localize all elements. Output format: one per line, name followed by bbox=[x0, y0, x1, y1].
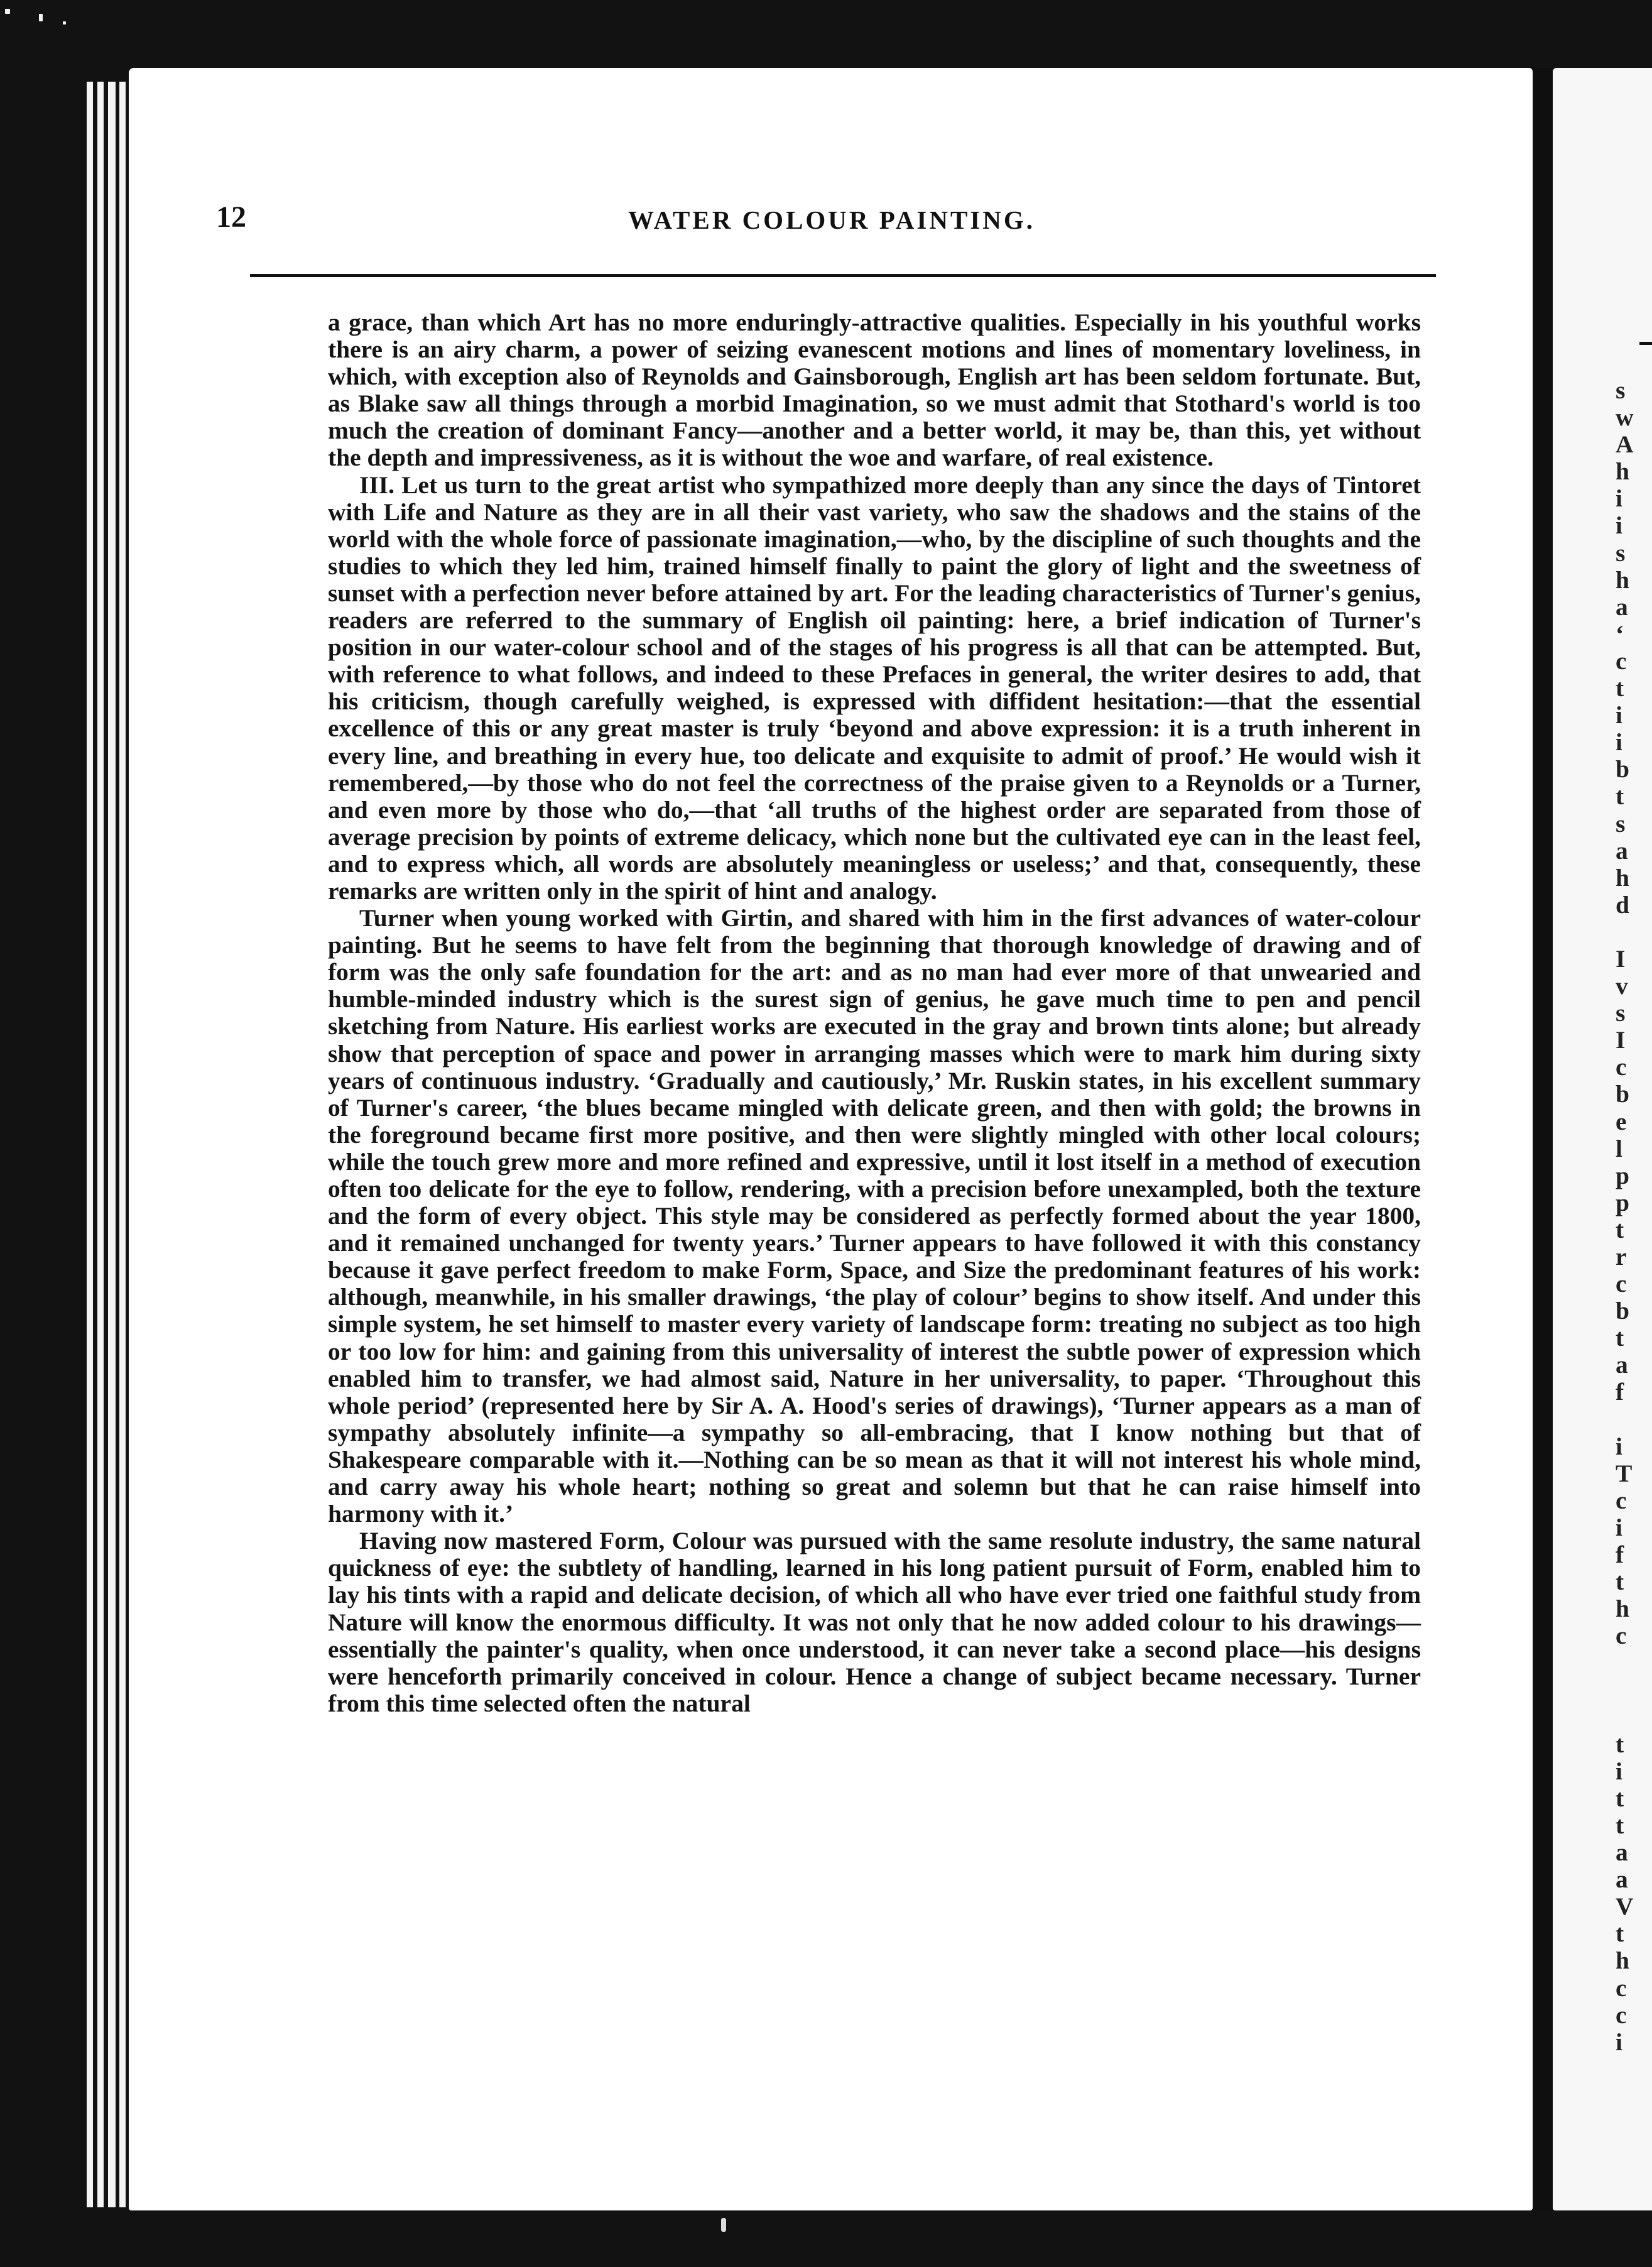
facing-line-fragment: c bbox=[1616, 1053, 1627, 1081]
facing-line-fragment: s bbox=[1616, 809, 1626, 838]
facing-line-fragment: v bbox=[1616, 972, 1628, 1000]
facing-line-fragment: h bbox=[1616, 565, 1629, 594]
facing-line-fragment: h bbox=[1616, 1595, 1629, 1623]
facing-line-fragment: t bbox=[1616, 1215, 1624, 1243]
facing-line-fragment: t bbox=[1616, 1811, 1624, 1839]
facing-line-fragment: l bbox=[1616, 1134, 1622, 1162]
facing-line-fragment: r bbox=[1616, 1243, 1627, 1270]
facing-line-fragment: b bbox=[1616, 755, 1629, 784]
facing-line-fragment: I bbox=[1616, 1026, 1626, 1054]
facing-line-fragment: a bbox=[1616, 1865, 1628, 1894]
facing-line-fragment: c bbox=[1616, 1622, 1627, 1650]
facing-line-fragment: c bbox=[1616, 1270, 1627, 1298]
facing-page-text bbox=[1616, 377, 1652, 2056]
facing-line-fragment: i bbox=[1616, 511, 1622, 540]
facing-line-fragment: V bbox=[1616, 1893, 1634, 1921]
facing-line-fragment: s bbox=[1616, 538, 1626, 567]
scan-mark bbox=[721, 2218, 726, 2232]
facing-line-fragment bbox=[1616, 1649, 1652, 1676]
facing-line-fragment: i bbox=[1616, 2028, 1622, 2056]
facing-line-fragment: p bbox=[1616, 1188, 1629, 1216]
facing-line-fragment: b bbox=[1616, 1297, 1629, 1325]
facing-line-fragment: h bbox=[1616, 863, 1629, 892]
facing-line-fragment: i bbox=[1616, 1432, 1622, 1460]
facing-line-fragment: t bbox=[1616, 1324, 1624, 1352]
facing-line-fragment: a bbox=[1616, 836, 1628, 865]
facing-line-fragment: t bbox=[1616, 1920, 1624, 1948]
scan-speck bbox=[63, 21, 66, 25]
scan-speck bbox=[39, 14, 43, 21]
page-edge bbox=[97, 82, 104, 2207]
facing-line-fragment: a bbox=[1616, 1838, 1628, 1867]
page-edge bbox=[119, 82, 126, 2207]
facing-line-fragment: c bbox=[1616, 2001, 1627, 2029]
paragraph: Turner when young worked with Girtin, and shared with him in the first advances of water-colour painting. But he seems to have felt from the beginning that thorough knowledge of drawing and of form was the only safe foundation for the art: and as no man had ever more of that unwearied and humble-minded industry which is the surest sign of genius, he gave much time to pen and pencil sketching from Nature. His earliest works are executed in the gray and brown tints alone; but already show that perception of space and power in arranging masses which were to mark him during sixty years of continuous industry. ‘Gradually and cautiously,’ Mr. Ruskin states, in his excellent summary of Turner's career, ‘the blues became mingled with delicate green, and then with gold; the browns in the foreground became first more positive, and then were slightly mingled with other local colours; while the touch grew more and more refined and expressive, until it lost itself in a method of execution often too delicate for the eye to follow, rendering, with a precision before unexampled, both the texture and the form of every object. This style may be considered as perfectly formed about the year 1800, and it remained unchanged for twenty years.’ Turner appears to have followed it with this constancy because it gave perfect freedom to make Form, Space, and Size the predominant features of his work: although, meanwhile, in his smaller drawings, ‘the play of colour’ begins to show itself. And under this simple system, he set himself to master every variety of landscape form: treating no subject as too high or too low for him: and gaining from this universality of interest the subtle power of expression which enabled him to transfer, we had almost said, Nature in her universality, to paper. ‘Throughout this whole period’ (represented here by Sir A. A. Hood's series of drawings), ‘Turner appears as a man of sympathy absolutely infinite—a sympathy so all-embracing, that I know nothing but that of Shakespeare comparable with it.—Nothing can be so mean as that it will not interest his whole mind, and carry away his whole heart; nothing so great and solemn but that he can raise himself into harmony with it.’ bbox=[328, 904, 1421, 1528]
facing-line-fragment: i bbox=[1616, 728, 1622, 757]
header-rule bbox=[250, 274, 1436, 277]
gutter-shadow bbox=[1533, 68, 1553, 2210]
facing-line-fragment: t bbox=[1616, 1568, 1624, 1596]
paragraph: Having now mastered Form, Colour was pursued with the same resolute industry, the same natural quickness of eye: the subtlety of handling, learned in his long patient pursuit of Form, enabled him to lay his tints with a rapid and delicate decision, of which all who have ever tried one faithful study from Nature will know the enormous difficulty. It was not only that he now added colour to his drawings—essentially the painter's quality, when once understood, it can never take a second place—his designs were henceforth primarily conceived in colour. Hence a change of subject became necessary. Turner from this time selected often the natural bbox=[328, 1527, 1421, 1717]
facing-line-fragment: ‘ bbox=[1616, 620, 1624, 648]
facing-line-fragment: i bbox=[1616, 1757, 1622, 1785]
facing-line-fragment bbox=[1616, 1677, 1652, 1704]
facing-line-fragment bbox=[1616, 1406, 1652, 1433]
facing-line-fragment: c bbox=[1616, 1486, 1627, 1514]
facing-line-fragment: t bbox=[1616, 1730, 1624, 1758]
facing-line-fragment: e bbox=[1616, 1107, 1627, 1135]
facing-line-fragment: s bbox=[1616, 376, 1626, 404]
facing-line-fragment: T bbox=[1616, 1459, 1633, 1487]
facing-line-fragment: b bbox=[1616, 1080, 1629, 1108]
facing-line-fragment: I bbox=[1616, 944, 1626, 973]
facing-line-fragment: w bbox=[1616, 403, 1634, 432]
page-edge bbox=[87, 82, 93, 2207]
facing-line-fragment: i bbox=[1616, 1513, 1622, 1541]
facing-line-fragment: i bbox=[1616, 701, 1622, 729]
facing-line-fragment: t bbox=[1616, 1784, 1624, 1812]
facing-line-fragment: h bbox=[1616, 1947, 1629, 1975]
facing-line-fragment: d bbox=[1616, 890, 1629, 919]
facing-line-fragment: t bbox=[1616, 674, 1624, 702]
running-head: WATER COLOUR PAINTING. bbox=[628, 205, 1036, 234]
facing-line-fragment: a bbox=[1616, 1351, 1628, 1379]
facing-line-fragment: h bbox=[1616, 457, 1629, 486]
body-text bbox=[328, 309, 1421, 1717]
facing-line-fragment: i bbox=[1616, 484, 1622, 513]
facing-line-fragment: A bbox=[1616, 430, 1634, 459]
facing-line-fragment: p bbox=[1616, 1161, 1629, 1189]
facing-line-fragment: c bbox=[1616, 647, 1627, 675]
facing-line-fragment bbox=[1616, 919, 1652, 946]
facing-line-fragment: s bbox=[1616, 999, 1626, 1027]
facing-page bbox=[1553, 68, 1652, 2210]
paragraph: a grace, than which Art has no more enduringly-attractive qualities. Especially in his youthful works there is an airy charm, a power of seizing evanescent motions and lines of momentary loveliness, in which, with exception also of Reynolds and Gainsborough, English art has been seldom fortunate. But, as Blake saw all things through a morbid Imagination, so we must admit that Stothard's world is too much the creation of dominant Fancy—another and a better world, it may be, than this, yet without the depth and impressiveness, as it is without the woe and warfare, of real existence. bbox=[328, 309, 1421, 472]
facing-line-fragment bbox=[1616, 1704, 1652, 1731]
page-edge bbox=[108, 82, 116, 2207]
facing-line-fragment: a bbox=[1616, 593, 1628, 621]
page-number: 12 bbox=[216, 200, 246, 234]
scan-speck bbox=[5, 9, 10, 14]
facing-line-fragment: c bbox=[1616, 1974, 1627, 2002]
facing-line-fragment: t bbox=[1616, 782, 1624, 811]
facing-header-rule bbox=[1639, 342, 1652, 345]
paragraph: III. Let us turn to the great artist who sympathized more deeply than any since the days of Tintoret with Life and Nature as they are in all their vast variety, who saw the shadows and the stains of the world with the whole force of passionate imagination,—who, by the discipline of such thoughts and the studies to which they led him, trained himself finally to paint the glory of light and the sweetness of sunset with a perfection never before attained by art. For the leading characteristics of Turner's genius, readers are referred to the summary of English oil painting: here, a brief indication of Turner's position in our water-colour school and of the stages of his progress is all that can be attempted. But, with reference to what follows, and indeed to these Prefaces in general, the writer desires to add, that his criticism, though carefully weighed, is expressed with diffident hesitation:—that the essential excellence of this or any great master is truly ‘beyond and above expression: it is a truth inherent in every line, and breathing in every hue, too delicate and exquisite to admit of proof.’ He would wish it remembered,—by those who do not feel the correctness of the praise given to a Reynolds or a Turner, and even more by those who do,—that ‘all truths of the highest order are separated from those of average precision by points of extreme delicacy, which none but the cultivated eye can in the least feel, and to express which, all words are absolutely meaningless or useless;’ and that, consequently, these remarks are written only in the spirit of hint and analogy. bbox=[328, 471, 1421, 905]
facing-line-fragment: f bbox=[1616, 1378, 1624, 1406]
facing-line-fragment: f bbox=[1616, 1541, 1624, 1569]
